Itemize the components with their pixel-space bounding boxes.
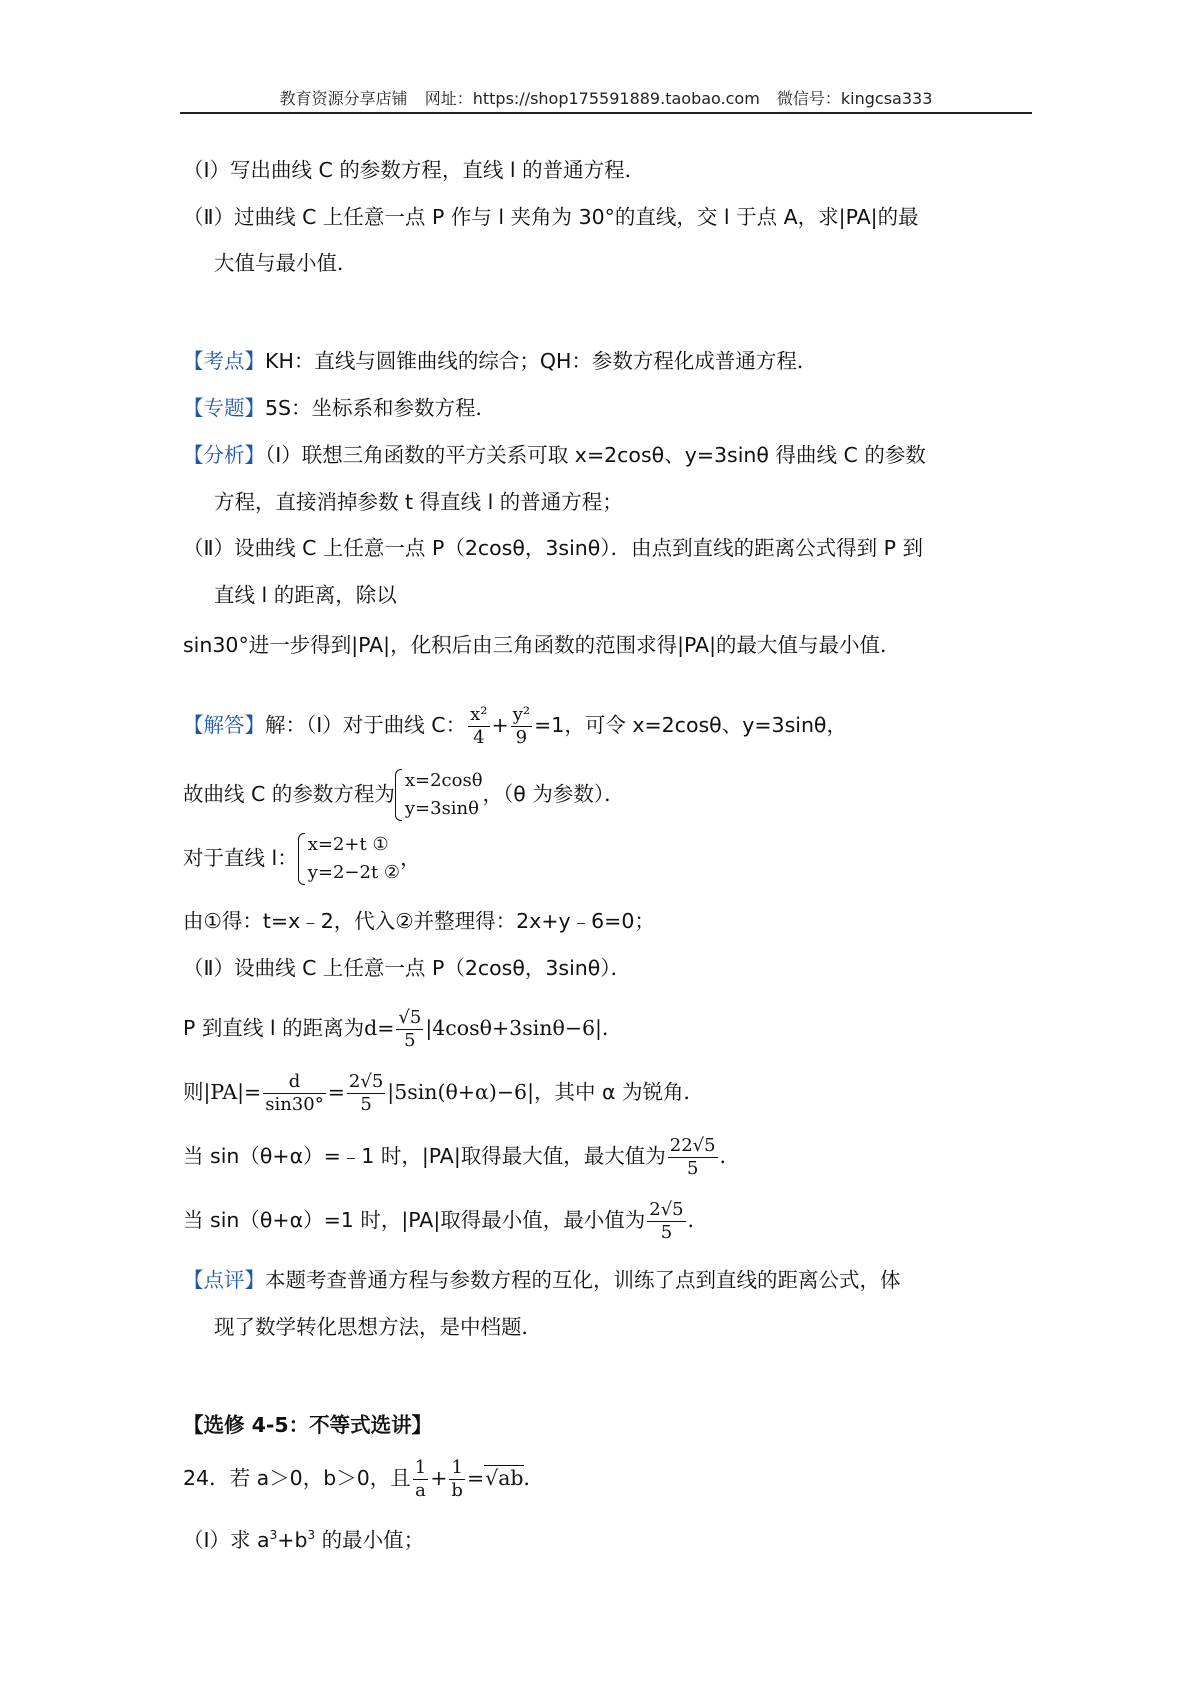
- jieda-line2: 故曲线 C 的参数方程为 x=2cosθ y=3sinθ ，（θ 为参数）．: [183, 762, 625, 826]
- question-part1: （Ⅰ）写出曲线 C 的参数方程，直线 l 的普通方程．: [183, 158, 646, 182]
- fenxi-line2: 方程，直接消掉参数 t 得直线 l 的普通方程；: [214, 490, 623, 514]
- fraction-1-over-b: $\frac{1}{b}$: [451, 1456, 463, 1501]
- fenxi-tag: 【分析】: [183, 443, 265, 467]
- fenxi-line1: [183, 440, 926, 470]
- fraction-sqrt5-over-5: $\frac{√5}{5}$: [398, 1006, 422, 1051]
- question-part2-cont: 大值与最小值．: [214, 251, 358, 275]
- kaodian-tag: 【考点】: [183, 349, 265, 373]
- jieda-line7: 则|PA|= $\frac{d}{\sin 30^\circ}$ = $\frac{2√5}{5}$ |5sin(θ+α)−6|，其中 α 为锐角．: [183, 1070, 705, 1115]
- header-wechat: 微信号：kingcsa333: [776, 89, 933, 108]
- section-title: 【选修 4-5：不等式选讲】: [183, 1413, 433, 1437]
- header-divider: [180, 112, 1032, 114]
- zhuanti-line: [183, 393, 496, 423]
- fenxi-line3: （Ⅱ）设曲线 C 上任意一点 P（2cosθ，3sinθ）．由点到直线的距离公式得到 P 到: [183, 536, 923, 560]
- question-part2: （Ⅱ）过曲线 C 上任意一点 P 作与 l 夹角为 30°的直线，交 l 于点 A，求|PA|的最: [183, 205, 919, 229]
- fenxi-line4: 直线 l 的距离，除以: [214, 583, 397, 607]
- jieda-line1: 【解答】解：（Ⅰ）对于曲线 C： $\frac{\text{x²}}{4}$ + $\frac{\text{y²}}{9}$ =1，可令 x=2cosθ、y=3sinθ，: [183, 703, 847, 748]
- fraction-x2-over-4: $\frac{\text{x²}}{4}$: [470, 703, 488, 748]
- question-24-part1: （Ⅰ）求 $a^3+b^3$ 的最小值；: [183, 1528, 425, 1552]
- dianping-line2: 现了数学转化思想方法，是中档题．: [214, 1315, 542, 1339]
- dianping-line1: [183, 1265, 901, 1295]
- fraction-min-value: $\frac{2√5}{5}$: [649, 1198, 684, 1243]
- jieda-line8: 当 sin（θ+α）=﹣1 时，|PA|取得最大值，最大值为 $\frac{22√5}{5}$ ．: [183, 1134, 741, 1179]
- page-header: [180, 86, 1032, 109]
- fraction-y2-over-9: $\frac{\text{y²}}{9}$: [512, 703, 531, 748]
- fenxi-text1: （Ⅰ）联想三角函数的平方关系可取 x=2cosθ、y=3sinθ 得曲线 C 的参数: [265, 443, 926, 467]
- fraction-d-over-sin30: $\frac{d}{\sin 30^\circ}$: [265, 1070, 324, 1115]
- fraction-2sqrt5-over-5: $\frac{2√5}{5}$: [348, 1070, 384, 1115]
- question-24: 24．若 a＞0，b＞0，且 $\frac{1}{a}$ + $\frac{1}{b}$ =√ab．: [183, 1456, 545, 1501]
- jieda-line9: 当 sin（θ+α）=1 时，|PA|取得最小值，最小值为 $\frac{2√5}{5}$ ．: [183, 1198, 709, 1243]
- line-equation-system: x=2+t ① y=2−2t ②: [298, 831, 400, 887]
- jieda-line5: （Ⅱ）设曲线 C 上任意一点 P（2cosθ，3sinθ）．: [183, 956, 632, 980]
- zhuanti-text: 5S：坐标系和参数方程．: [265, 396, 497, 420]
- kaodian-text: KH：直线与圆锥曲线的综合；QH：参数方程化成普通方程．: [265, 349, 818, 373]
- jieda-line3: 对于直线 l： x=2+t ① y=2−2t ② ，: [183, 826, 421, 890]
- param-equation-system: x=2cosθ y=3sinθ: [395, 767, 483, 823]
- jieda-line6: P 到直线 l 的距离为d= $\frac{√5}{5}$ |4cosθ+3sinθ−6|．: [183, 1006, 623, 1051]
- kaodian-line: [183, 346, 817, 376]
- fraction-1-over-a: $\frac{1}{a}$: [414, 1456, 427, 1501]
- fraction-max-value: $\frac{22√5}{5}$: [669, 1134, 716, 1179]
- jieda-tag: 【解答】: [183, 713, 265, 737]
- fenxi-line5: sin30°进一步得到|PA|，化积后由三角函数的范围求得|PA|的最大值与最小值．: [183, 633, 901, 657]
- dianping-text1: 本题考查普通方程与参数方程的互化，训练了点到直线的距离公式，体: [265, 1268, 901, 1292]
- sqrt-ab: √ab: [485, 1466, 524, 1490]
- header-url[interactable]: 网址：https://shop175591889.taobao.com: [424, 89, 760, 108]
- header-shop: 教育资源分享店铺: [279, 89, 408, 108]
- dianping-tag: 【点评】: [183, 1268, 265, 1292]
- zhuanti-tag: 【专题】: [183, 396, 265, 420]
- jieda-line4: 由①得：t=x﹣2，代入②并整理得：2x+y﹣6=0；: [183, 909, 655, 933]
